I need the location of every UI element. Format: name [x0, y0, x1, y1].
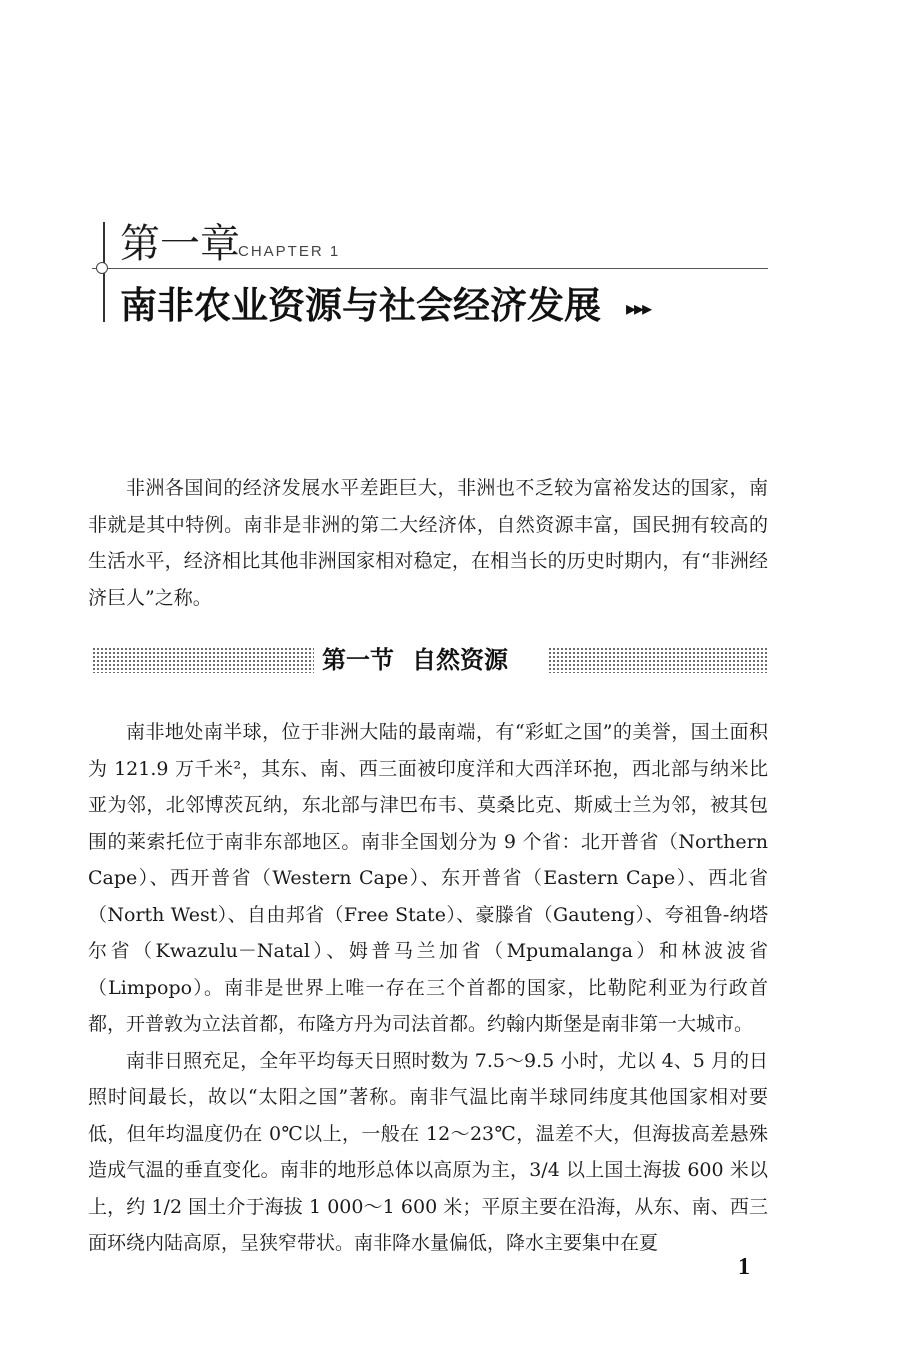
section-paragraph: 南非地处南半球，位于非洲大陆的最南端，有“彩虹之国”的美誉，国土面积为 121.9 万千米²，其东、南、西三面被印度洋和大西洋环抱，西北部与纳米比亚为邻，北邻博茨瓦纳，东北部与津巴布韦、莫桑比克、斯威士兰为邻，被其包围的莱索托位于南非东部地区。南非全国划分为 9 个省：北开普省（Northern Cape）、西开普省（Western Cape）、东开普省（Eastern Cape）、西北省（North West）、自由邦省（Free State）、豪滕省（Gauteng）、夸祖鲁-纳塔尔省（Kwazulu－Natal）、姆普马兰加省（Mpumalanga）和林波波省（Limpopo）。南非是世界上唯一存在三个首都的国家，比勒陀利亚为行政首都，开普敦为立法首都，布隆方丹为司法首都。约翰内斯堡是南非第一大城市。: [88, 721, 768, 1035]
section-heading: [92, 641, 768, 681]
section-name: 自然资源: [412, 646, 508, 674]
intro-paragraph: 非洲各国间的经济发展水平差距巨大，非洲也不乏较为富裕发达的国家，南非就是其中特例。南非是非洲的第二大经济体，自然资源丰富，国民拥有较高的生活水平，经济相比其他非洲国家相对稳定，在相当长的历史时期内，有“非洲经济巨人”之称。: [88, 477, 768, 609]
section-number: 第一节: [322, 646, 394, 674]
intro-text: [88, 470, 768, 616]
page-number: 1: [738, 1254, 750, 1280]
section-dotted-bar-right: [548, 647, 768, 673]
chapter-circle-ornament: [96, 262, 108, 274]
chapter-arrows-icon: ▸▸▸: [626, 296, 651, 320]
section-dotted-bar-left: [92, 647, 314, 673]
section-paragraph: 南非日照充足，全年平均每天日照时数为 7.5～9.5 小时，尤以 4、5 月的日照时间最长，故以“太阳之国”著称。南非气温比南半球同纬度其他国家相对要低，但年均温度仍在 0℃以上，一般在 12～23℃，温差不大，但海拔高差悬殊造成气温的垂直变化。南非的地形总体以高原为主，3/4 以上国土海拔 600 米以上，约 1/2 国土介于海拔 1 000～1 600 米；平原主要在沿海，从东、南、西三面环绕内陆高原，呈狭窄带状。南非降水量偏低，降水主要集中在夏: [88, 1049, 768, 1254]
chapter-number: 第一章: [120, 221, 240, 267]
section-body: [88, 714, 768, 1262]
chapter-horizontal-rule: [92, 268, 768, 269]
chapter-number-english: CHAPTER 1: [238, 243, 341, 260]
section-title: [322, 641, 542, 679]
chapter-title: 南非农业资源与社会经济发展: [120, 284, 601, 327]
